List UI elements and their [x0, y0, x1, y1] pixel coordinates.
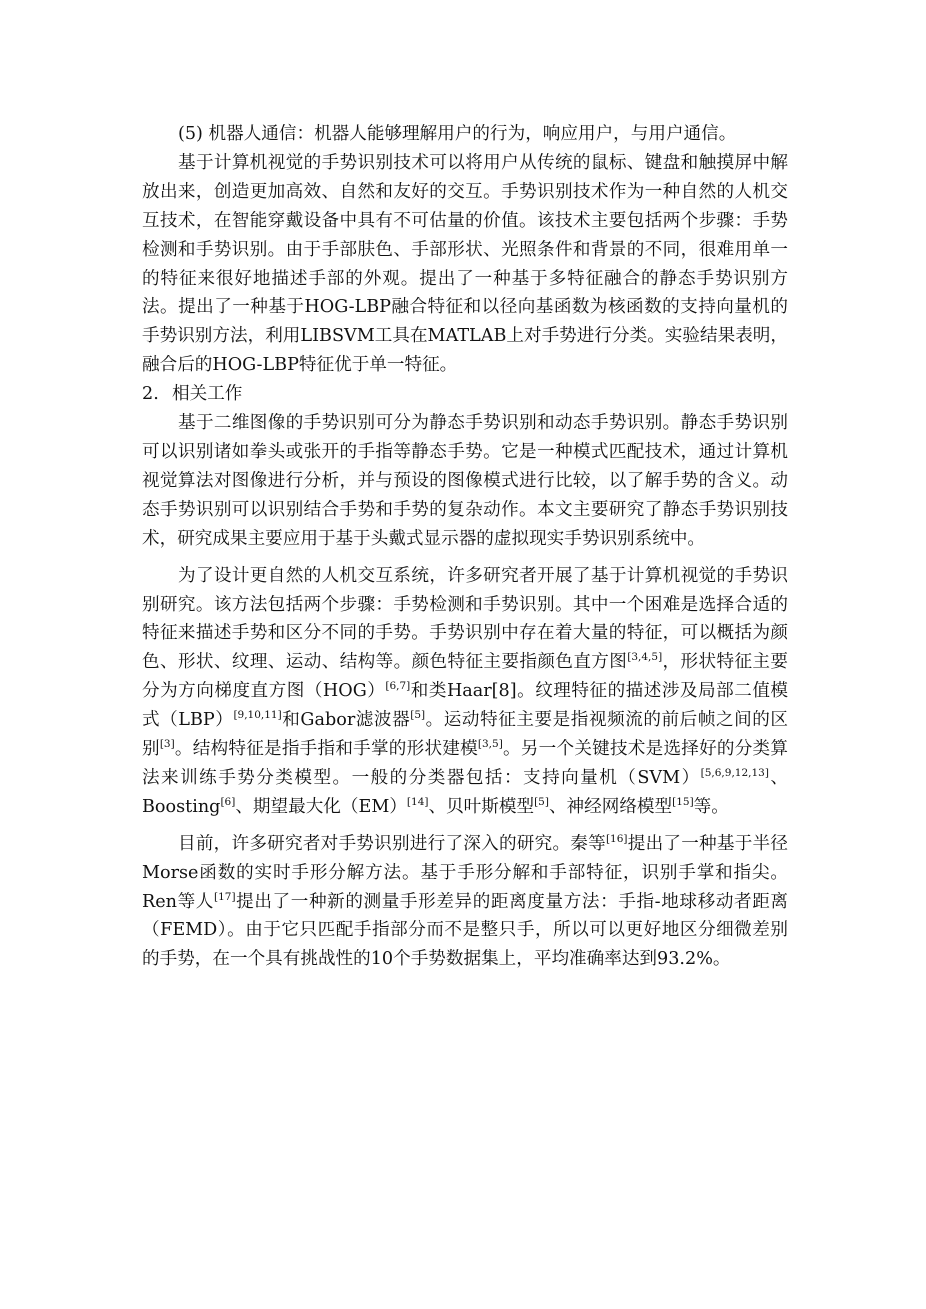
- paragraph-text: 提出了一种基于半径Morse函数的实时手形分解方法。基于手形分解和手部特征，识别手掌和指尖。Ren等人: [142, 833, 788, 912]
- citation-ref: [6]: [220, 795, 236, 808]
- citation-ref: [17]: [214, 890, 236, 903]
- paragraph-robot-communication: (5) 机器人通信：机器人能够理解用户的行为，响应用户，与用户通信。: [178, 124, 737, 144]
- paragraph-text: 等。: [693, 796, 729, 817]
- citation-ref: [5]: [410, 709, 426, 722]
- citation-ref: [5]: [534, 795, 549, 808]
- citation-ref: [15]: [672, 795, 694, 808]
- paragraph-text: 、期望最大化（EM）: [235, 796, 407, 817]
- citation-ref: [14]: [406, 795, 429, 808]
- citation-ref: [5,6,9,12,13]: [700, 766, 769, 779]
- section-number: 2.: [142, 384, 159, 405]
- paragraph-text: 、贝叶斯模型: [428, 796, 535, 817]
- paragraph-text: 提出了一种新的测量手形差异的距离度量方法：手指-地球移动者距离（FEMD）。由于它只匹配手指部分而不是整只手，所以可以更好地区分细微差别的手势，在一个具有挑战性的10个手势数据集上，平均准确率达到93.2%。: [142, 891, 788, 970]
- paragraph-text: 。结构特征是指手指和手掌的形状建模: [174, 739, 478, 760]
- citation-ref: [9,10,11]: [233, 709, 282, 722]
- paragraph-text: 目前，许多研究者对手势识别进行了深入的研究。秦等: [178, 833, 606, 854]
- paragraph-text: 和类Haar[8]。纹理特征的描述涉及局部二值模式（LBP）: [142, 681, 789, 731]
- citation-ref: [3,4,5]: [627, 651, 663, 664]
- paragraph-static-gesture: 基于二维图像的手势识别可分为静态手势识别和动态手势识别。静态手势识别可以识别诸如拳头或张开的手指等静态手势。它是一种模式匹配技术，通过计算机视觉算法对图像进行分析，并与预设的图像模式进行比较，以了解手势的含义。动态手势识别可以识别结合手势和手势的复杂动作。本文主要研究了静态手势识别技术，研究成果主要应用于基于头戴式显示器的虚拟现实手势识别系统中。: [142, 413, 788, 549]
- paragraph-text: 和Gabor滤波器: [281, 710, 411, 731]
- paragraph-text: 、神经网络模型: [548, 796, 673, 817]
- paragraph-text: 。另一个关键技术是选择好的分类算法来训练手势分类模型。一般的分类器包括：支持向量机（SVM）: [142, 739, 788, 788]
- paragraph-introduction: 基于计算机视觉的手势识别技术可以将用户从传统的鼠标、键盘和触摸屏中解放出来，创造更加高效、自然和友好的交互。手势识别技术作为一种自然的人机交互技术，在智能穿戴设备中具有不可估量的价值。该技术主要包括两个步骤：手势检测和手势识别。由于手部肤色、手部形状、光照条件和背景的不同，很难用单一的特征来很好地描述手部的外观。提出了一种基于多特征融合的静态手势识别方法。提出了一种基于HOG-LBP融合特征和以径向基函数为核函数的支持向量机的手势识别方法，利用LIBSVM工具在MATLAB上对手势进行分类。实验结果表明，融合后的HOG-LBP特征优于单一特征。: [142, 152, 788, 376]
- paragraph-text: 。运动特征主要是指视频流的前后帧之间的区别: [142, 710, 788, 760]
- citation-ref: [3,5]: [477, 738, 503, 751]
- section-title: 相关工作: [172, 384, 243, 405]
- paragraph-features: [142, 562, 788, 822]
- citation-ref: [3]: [159, 738, 175, 751]
- paragraph-text: ，形状特征主要分为方向梯度直方图（HOG）: [142, 652, 788, 702]
- paragraph-research: [142, 830, 788, 975]
- paragraph-text: 为了设计更自然的人机交互系统，许多研究者开展了基于计算机视觉的手势识别研究。该方法包括两个步骤：手势检测和手势识别。其中一个困难是选择合适的特征来描述手势和区分不同的手势。手势识别中存在着大量的特征，可以概括为颜色、形状、纹理、运动、结构等。颜色特征主要指颜色直方图: [142, 565, 788, 673]
- citation-ref: [6,7]: [385, 680, 411, 693]
- paragraph-text: 、Boosting: [142, 767, 788, 817]
- citation-ref: [16]: [605, 832, 628, 845]
- section-heading: [142, 380, 788, 409]
